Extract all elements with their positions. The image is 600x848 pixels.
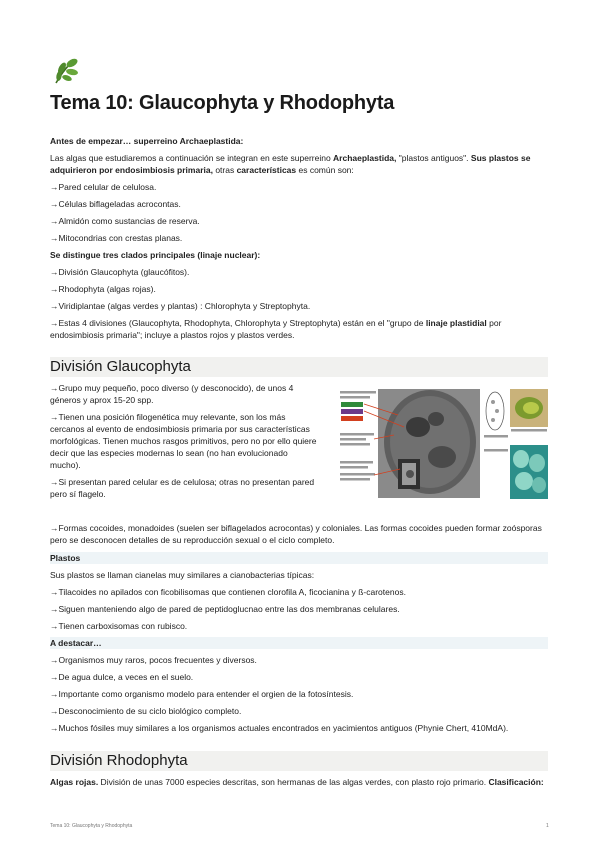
glauco-line: decir que las especies modernas lo sean (no han evolucionado [50, 448, 288, 458]
list-item: →Rhodophyta (algas rojas). [50, 284, 156, 294]
plastos-line: →Tienen carboxisomas con rubisco. [50, 621, 188, 631]
destacar-line: →Organismos muy raros, pocos frecuentes y diversos. [50, 655, 257, 665]
glauco-line: morfológicas. Tienen muchos rasgos primitivos, pero no por ello quiere [50, 436, 317, 446]
glauco-line: mucho). [50, 460, 81, 470]
glauco-forms-line: pero se desconocen detalles de su reproducción sexual o el ciclo completo. [50, 535, 335, 545]
glauco-line: →Tienen una posición filogenética muy relevante, son los más [50, 412, 286, 422]
clades-heading: Se distingue tres clados principales (linaje nuclear): [50, 250, 261, 260]
glaucophyte-micrograph-figure [338, 387, 550, 500]
plastos-line: Sus plastos se llaman cianelas muy similares a cianobacterias típicas: [50, 570, 315, 580]
subheading-a-destacar: A destacar… [50, 637, 548, 649]
list-item: →Pared celular de celulosa. [50, 182, 157, 192]
plastos-line: →Siguen manteniendo algo de pared de peptidoglucnao entre las dos membranas celulares. [50, 604, 400, 614]
list-item: →División Glaucophyta (glaucófitos). [50, 267, 190, 277]
section-heading-glaucophyta: División Glaucophyta [50, 357, 548, 377]
list-item: →Mitocondrias con crestas planas. [50, 233, 183, 243]
glauco-line: →Si presentan pared celular es de celulosa; otras no presentan pared [50, 477, 315, 487]
destacar-line: →Importante como organismo modelo para entender el orgien de la fotosíntesis. [50, 689, 354, 699]
intro-paragraph-line-1: Las algas que estudiaremos a continuación se integran en este superreino Archaeplastida, "plastos antiguos". Sus plastos se [50, 153, 531, 163]
glauco-line: →Grupo muy pequeño, poco diverso (y desconocido), de unos 4 [50, 383, 294, 393]
intro-paragraph-line-2: adquirieron por endosimbiosis primaria, otras características es común son: [50, 165, 354, 175]
note-line-2: endosimbiosis primaria"; incluye a plastos rojos y plastos verdes. [50, 330, 295, 340]
glauco-forms-line: →Formas cocoides, monadoides (suelen ser biflagelados acrocontas) y coloniales. Las formas cocoides pueden formar zoósporas [50, 523, 542, 533]
destacar-line: →Muchos fósiles muy similares a los organismos actuales encontrados en yacimientos antiguos (Phynie Chert, 410MdA). [50, 723, 509, 733]
list-item: →Células biflageladas acrocontas. [50, 199, 181, 209]
page-number: 1 [546, 823, 549, 829]
glauco-line: cercanos al evento de endosimbiosis primaria por sus características [50, 424, 310, 434]
list-item: →Viridiplantae (algas verdes y plantas) : Chlorophyta y Streptophyta. [50, 301, 311, 311]
footer-title: Tema 10: Glaucophyta y Rhodophyta [50, 823, 133, 829]
plastos-line: →Tilacoides no apilados con ficobilisomas que contienen clorofila A, ficocianina y ß-carotenos. [50, 587, 406, 597]
destacar-line: →Desconocimiento de su ciclo biológico completo. [50, 706, 242, 716]
list-item: →Almidón como sustancias de reserva. [50, 216, 200, 226]
section-heading-rhodophyta: División Rhodophyta [50, 751, 548, 771]
glauco-line: pero sí flagelo. [50, 489, 106, 499]
page-title: Tema 10: Glaucophyta y Rhodophyta [50, 92, 395, 114]
subheading-plastos: Plastos [50, 552, 548, 564]
rhodo-paragraph: Algas rojas. División de unas 7000 especies descritas, son hermanas de las algas verdes, con plasto rojo primario. Clasificación: [50, 777, 544, 787]
note-line-1: →Estas 4 divisiones (Glaucophyta, Rhodophyta, Chlorophyta y Streptophyta) están en el "grupo de linaje plastidial por [50, 318, 502, 328]
glauco-line: géneros y aprox 15-20 spp. [50, 395, 154, 405]
leaf-icon [50, 56, 84, 86]
destacar-line: →De agua dulce, a veces en el suelo. [50, 672, 194, 682]
intro-heading: Antes de empezar… superreino Archaeplastida: [50, 136, 244, 146]
